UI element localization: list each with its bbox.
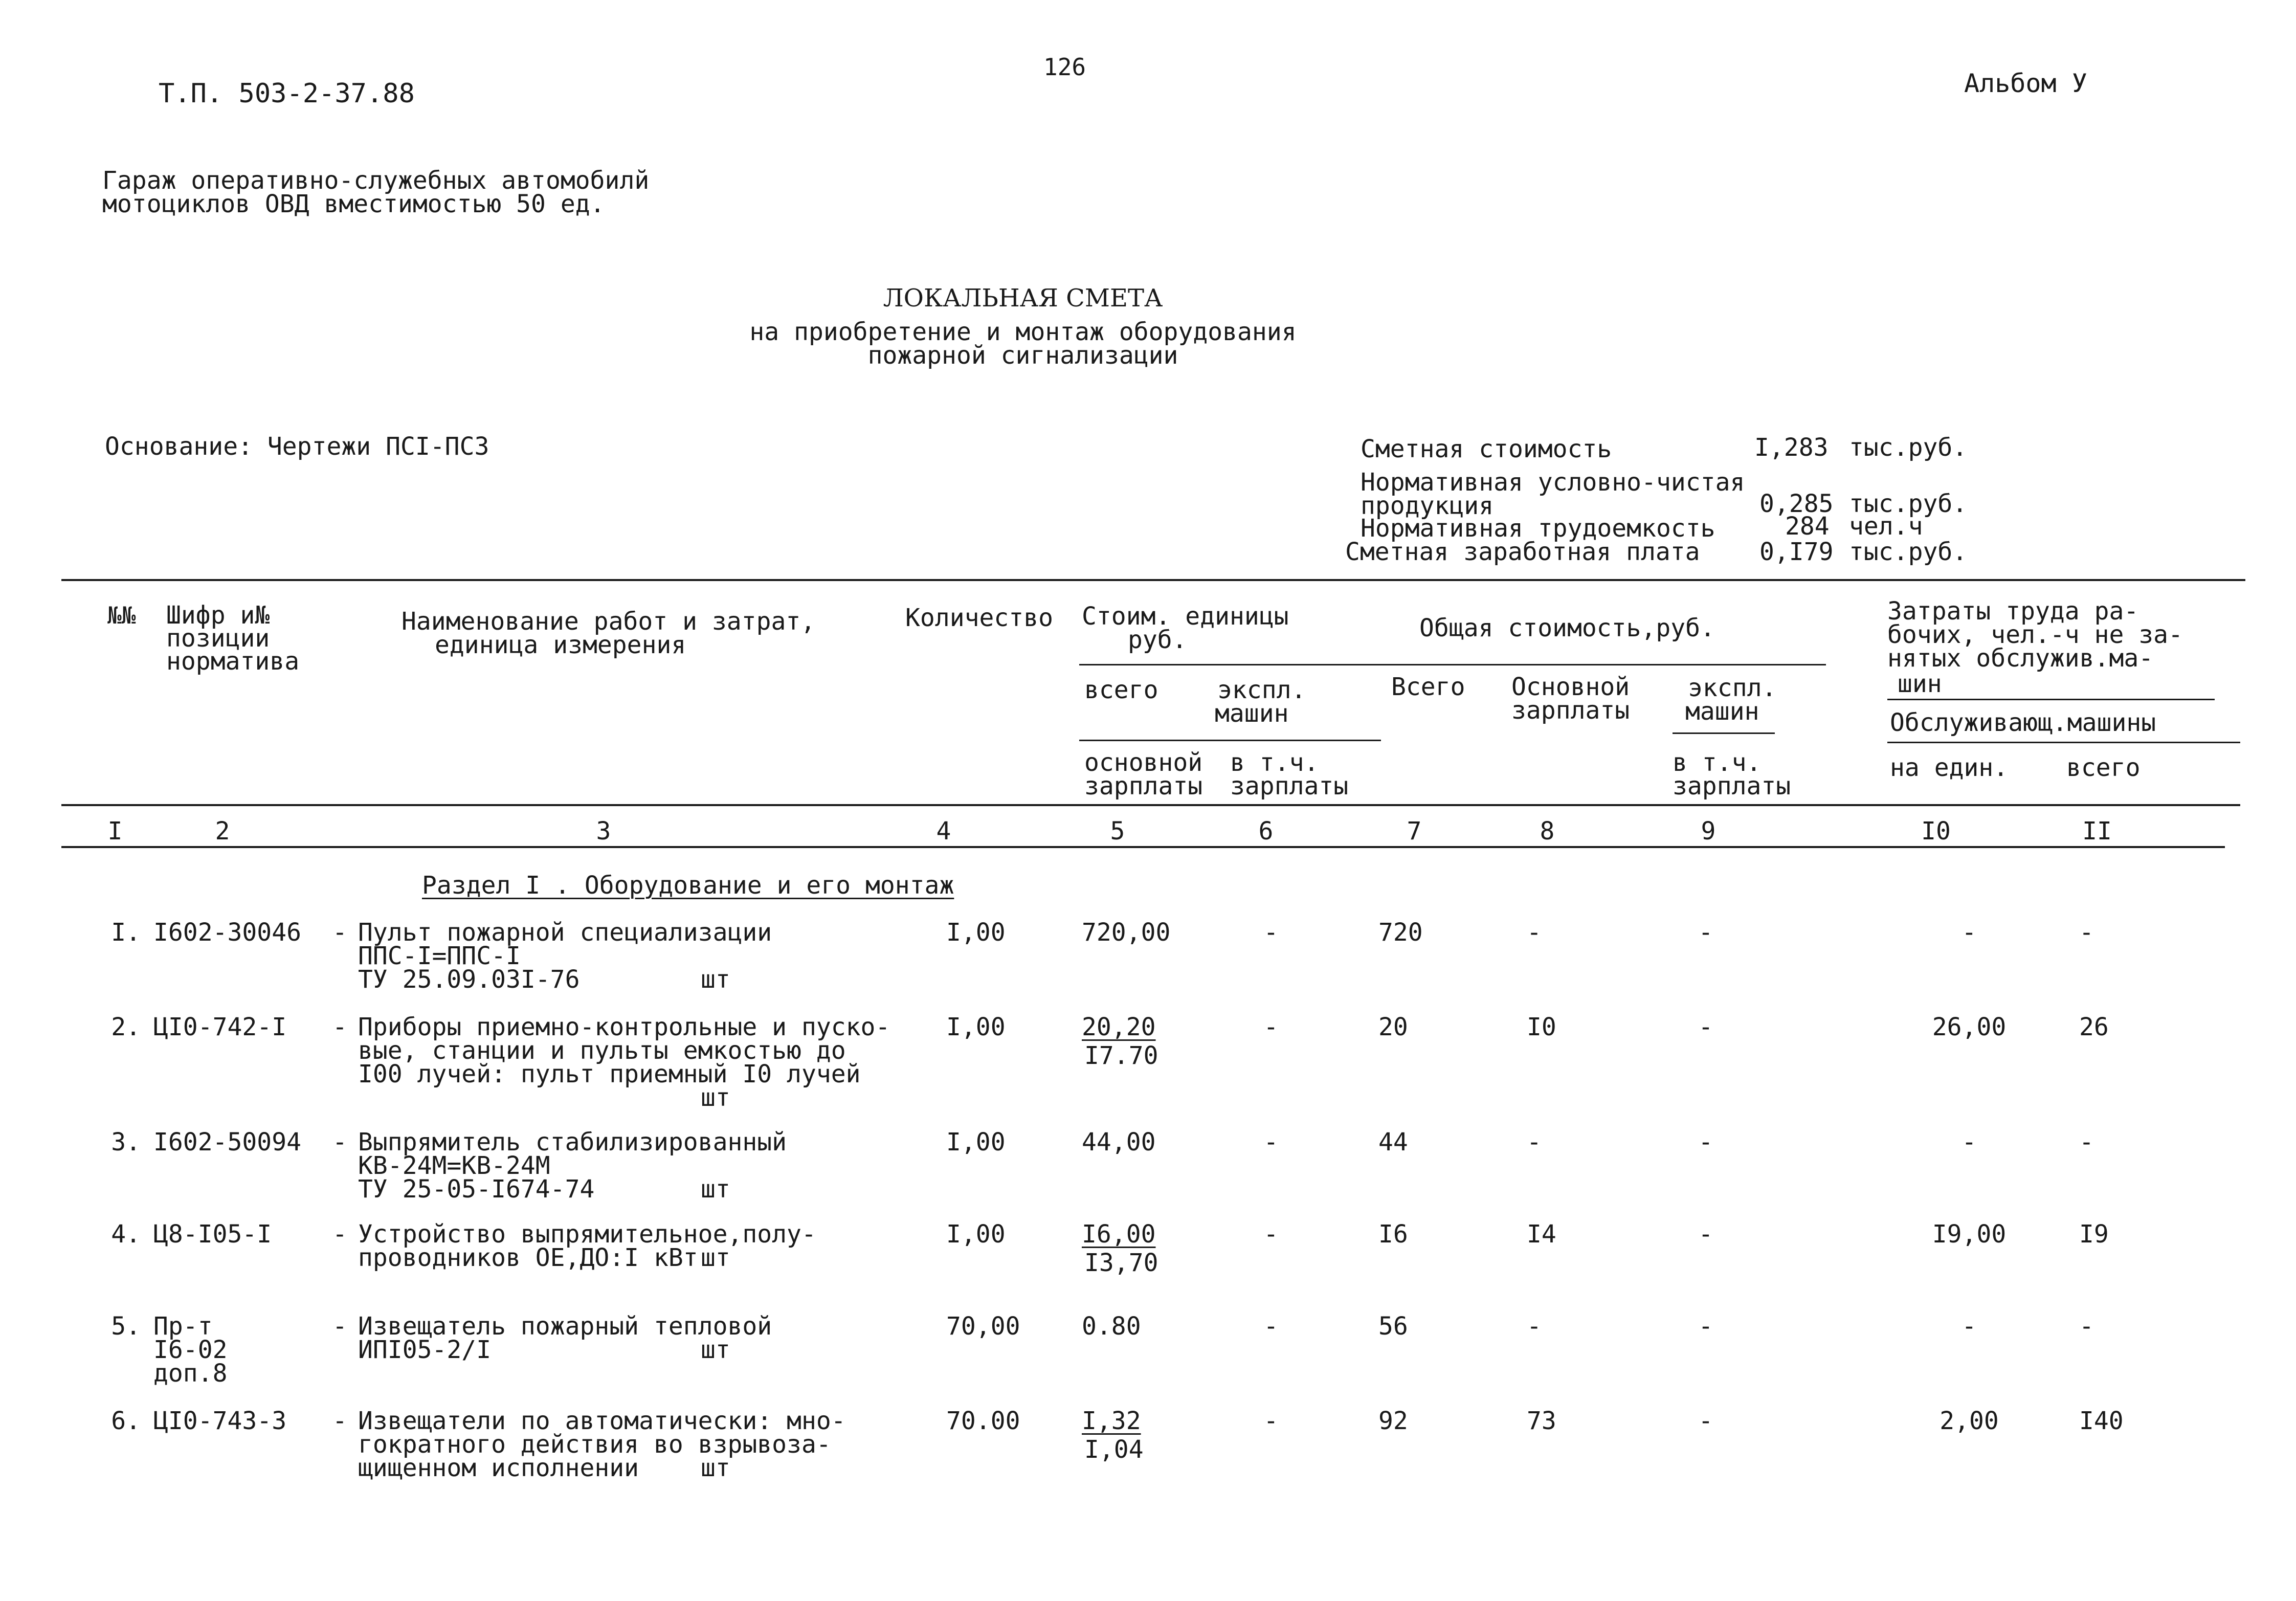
row-unit-total: 0.80 <box>1082 1312 1141 1341</box>
row-labor-per-unit: I9,00 <box>1932 1220 2007 1249</box>
object-name-line1: Гараж оперативно-служебных автомобилй <box>102 166 650 195</box>
row-unit-total: I6,00 <box>1082 1220 1156 1249</box>
header-unit-total: всего <box>1084 676 1158 704</box>
column-numbers-rule <box>61 846 2225 848</box>
cost-value: I,283 <box>1754 433 1829 462</box>
header-unit-cost-2: руб. <box>1128 626 1187 654</box>
column-number: 8 <box>1540 817 1555 846</box>
row-dash: - <box>332 918 347 947</box>
row-unit-mach: - <box>1263 1407 1279 1435</box>
total-cost-subrule <box>1079 664 1826 665</box>
row-code: I602-30046 <box>153 918 301 947</box>
header-labor-3: нятых обслужив.ма- <box>1887 644 2154 673</box>
row-wage: I0 <box>1527 1013 1556 1041</box>
object-name-line2: мотоциклов ОВД вместимостью 50 ед. <box>102 190 605 218</box>
row-quantity: I,00 <box>946 1220 1006 1249</box>
npp-value: 0,285 <box>1759 490 1834 518</box>
row-name: Выпрямитель стабилизированный <box>358 1128 787 1157</box>
table-top-rule <box>61 579 2245 581</box>
row-name: проводников ОЕ,ДО:I кВт <box>358 1243 698 1272</box>
column-number: 7 <box>1407 817 1422 846</box>
header-incl2-1: в т.ч. <box>1673 748 1762 777</box>
column-number: 5 <box>1110 817 1125 846</box>
estimate-title: ЛОКАЛЬНАЯ СМЕТА <box>883 284 1163 313</box>
row-code: Ц8-I05-I <box>153 1220 272 1249</box>
estimate-subtitle-1: на приобретение и монтаж оборудования <box>749 318 1297 346</box>
row-number: 5. <box>111 1312 141 1341</box>
row-labor-per-unit: - <box>1961 918 1977 947</box>
row-quantity: I,00 <box>946 918 1006 947</box>
page-number: 126 <box>1043 53 1086 81</box>
header-name-2: единица измерения <box>435 631 686 659</box>
row-name: КВ-24М=КВ-24М <box>358 1151 550 1180</box>
header-per-unit: на един. <box>1890 753 2009 782</box>
cost-label: Сметная стоимость <box>1361 435 1612 463</box>
header-labor-4: шин <box>1898 670 1942 698</box>
header-total-cost: Общая стоимость,руб. <box>1419 614 1715 642</box>
labor-unit: чел.ч <box>1849 512 1923 541</box>
wage-unit: тыс.руб. <box>1849 538 1968 566</box>
basis-line: Основание: Чертежи ПСI-ПСЗ <box>105 432 489 461</box>
row-labor-total: I9 <box>2079 1220 2109 1249</box>
document-code: Т.П. 503-2-37.88 <box>159 78 415 109</box>
header-mach-2: машин <box>1685 697 1759 726</box>
row-labor-total: 26 <box>2079 1013 2109 1041</box>
column-number: I0 <box>1921 817 1951 846</box>
header-unit-mach-2: машин <box>1215 699 1289 728</box>
row-name: Извещатели по автоматически: мно- <box>358 1407 846 1435</box>
row-total: 44 <box>1378 1128 1408 1157</box>
header-wage-2: зарплаты <box>1511 696 1630 725</box>
header-mach-1: экспл. <box>1688 674 1777 702</box>
row-code: Пр-т <box>153 1312 213 1341</box>
row-dash: - <box>332 1013 347 1041</box>
row-number: 3. <box>111 1128 141 1157</box>
header-name-1: Наименование работ и затрат, <box>402 607 816 636</box>
npp-label-2: продукция <box>1361 492 1494 520</box>
row-dash: - <box>332 1220 347 1249</box>
row-labor-total: I40 <box>2079 1407 2124 1435</box>
row-number: I. <box>111 918 141 947</box>
row-total: 20 <box>1378 1013 1408 1041</box>
row-name: ППС-I=ППС-I <box>358 942 521 970</box>
header-labor-1: Затраты труда ра- <box>1887 597 2139 626</box>
row-quantity: I,00 <box>946 1013 1006 1041</box>
row-unit-total: 44,00 <box>1082 1128 1156 1157</box>
row-number: 6. <box>111 1407 141 1435</box>
row-unit: шт <box>701 1175 730 1204</box>
row-name: Извещатель пожарный тепловой <box>358 1312 772 1341</box>
row-wage: I4 <box>1527 1220 1556 1249</box>
wage-value: 0,I79 <box>1759 538 1834 566</box>
row-total: 92 <box>1378 1407 1408 1435</box>
row-wage: - <box>1527 1312 1542 1341</box>
header-code-1: Шифр и№ <box>166 601 270 630</box>
row-number: 2. <box>111 1013 141 1041</box>
header-labor-total: всего <box>2066 753 2141 782</box>
header-unit-wage-1: основной <box>1084 748 1203 777</box>
cost-unit: тыс.руб. <box>1849 433 1968 462</box>
header-incl-2: зарплаты <box>1230 772 1349 800</box>
row-code: I602-50094 <box>153 1128 301 1157</box>
row-total: I6 <box>1378 1220 1408 1249</box>
row-mach: - <box>1698 918 1713 947</box>
row-quantity: I,00 <box>946 1128 1006 1157</box>
row-unit-total: 720,00 <box>1082 918 1171 947</box>
row-unit: шт <box>701 965 730 994</box>
row-wage: - <box>1527 1128 1542 1157</box>
row-name: щищенном исполнении <box>358 1454 639 1482</box>
row-mach: - <box>1698 1312 1713 1341</box>
row-unit-mach: - <box>1263 1312 1279 1341</box>
estimate-subtitle-2: пожарной сигнализации <box>867 341 1178 370</box>
row-unit-mach: - <box>1263 1013 1279 1041</box>
row-total: 56 <box>1378 1312 1408 1341</box>
row-labor-total: - <box>2079 1128 2094 1157</box>
row-mach: - <box>1698 1013 1713 1041</box>
row-name: Устройство выпрямительное,полу- <box>358 1220 816 1249</box>
row-unit-mach: - <box>1263 1220 1279 1249</box>
labor-subrule-1 <box>1887 699 2215 700</box>
row-quantity: 70.00 <box>946 1407 1020 1435</box>
row-name: гократного действия во взрывоза- <box>358 1430 831 1459</box>
row-quantity: 70,00 <box>946 1312 1020 1341</box>
row-unit: шт <box>701 1336 730 1364</box>
row-unit: шт <box>701 1083 730 1112</box>
table-header-bottom-rule <box>61 804 2240 806</box>
row-wage: 73 <box>1527 1407 1556 1435</box>
row-unit-total: 20,20 <box>1082 1013 1156 1041</box>
row-name: ТУ 25.09.03I-76 <box>358 965 580 994</box>
header-service-machines: Обслуживающ.машины <box>1890 708 2156 737</box>
labor-subrule-2 <box>1887 742 2240 743</box>
row-total: 720 <box>1378 918 1423 947</box>
header-unit-wage-2: зарплаты <box>1084 772 1203 800</box>
row-labor-per-unit: - <box>1961 1128 1977 1157</box>
row-unit: шт <box>701 1454 730 1482</box>
album-label: Альбом У <box>1964 69 2087 98</box>
npp-label-1: Нормативная условно-чистая <box>1361 468 1745 497</box>
column-number: 4 <box>936 817 951 846</box>
row-dash: - <box>332 1407 347 1435</box>
row-unit-wage: I7.70 <box>1084 1041 1158 1070</box>
row-unit: шт <box>701 1243 730 1272</box>
row-labor-per-unit: 26,00 <box>1932 1013 2007 1041</box>
header-code-3: норматива <box>166 647 300 676</box>
column-number: I <box>107 817 123 846</box>
column-number: 9 <box>1701 817 1716 846</box>
header-quantity: Количество <box>905 604 1053 632</box>
column-number: 3 <box>596 817 611 846</box>
labor-label: Нормативная трудоемкость <box>1361 514 1715 543</box>
header-code-2: позиции <box>166 624 270 653</box>
row-code: I6-02 <box>153 1336 228 1364</box>
row-number: 4. <box>111 1220 141 1249</box>
column-number: II <box>2082 817 2112 846</box>
row-name: ТУ 25-05-I674-74 <box>358 1175 595 1204</box>
header-number: №№ <box>107 602 136 629</box>
row-name: Приборы приемно-контрольные и пуско- <box>358 1013 890 1041</box>
row-labor-total: - <box>2079 918 2094 947</box>
header-incl2-2: зарплаты <box>1673 772 1791 800</box>
unit-cost-subrule <box>1079 740 1381 741</box>
column-number: 6 <box>1258 817 1274 846</box>
row-name: Пульт пожарной специализации <box>358 918 772 947</box>
mach-subrule <box>1673 732 1775 734</box>
row-unit-total: I,32 <box>1082 1407 1141 1435</box>
row-dash: - <box>332 1312 347 1341</box>
header-wage-1: Основной <box>1511 673 1630 701</box>
row-dash: - <box>332 1128 347 1157</box>
wage-label: Сметная заработная плата <box>1345 538 1700 566</box>
header-labor-2: бочих, чел.-ч не за- <box>1887 620 2183 649</box>
row-labor-total: - <box>2079 1312 2094 1341</box>
row-unit-mach: - <box>1263 1128 1279 1157</box>
row-name: ИПI05-2/I <box>358 1336 492 1364</box>
row-mach: - <box>1698 1407 1713 1435</box>
header-unit-mach-1: экспл. <box>1217 676 1306 704</box>
row-wage: - <box>1527 918 1542 947</box>
row-unit-mach: - <box>1263 918 1279 947</box>
header-total: Всего <box>1391 673 1465 701</box>
row-mach: - <box>1698 1220 1713 1249</box>
row-name: вые, станции и пульты емкостью до <box>358 1036 846 1065</box>
column-number: 2 <box>215 817 230 846</box>
labor-value: 284 <box>1785 512 1830 541</box>
row-code: ЦI0-743-3 <box>153 1407 287 1435</box>
npp-unit: тыс.руб. <box>1849 490 1968 518</box>
row-mach: - <box>1698 1128 1713 1157</box>
row-unit-wage: I,04 <box>1084 1435 1144 1464</box>
row-labor-per-unit: - <box>1961 1312 1977 1341</box>
header-incl-1: в т.ч. <box>1230 748 1319 777</box>
row-code: доп.8 <box>153 1359 228 1388</box>
row-name: I00 лучей: пульт приемный I0 лучей <box>358 1060 861 1088</box>
row-labor-per-unit: 2,00 <box>1940 1407 1999 1435</box>
header-unit-cost-1: Стоим. единицы <box>1082 602 1289 631</box>
row-unit-wage: I3,70 <box>1084 1249 1158 1277</box>
section-title: Раздел I . Оборудование и его монтаж <box>422 871 954 900</box>
row-code: ЦI0-742-I <box>153 1013 287 1041</box>
